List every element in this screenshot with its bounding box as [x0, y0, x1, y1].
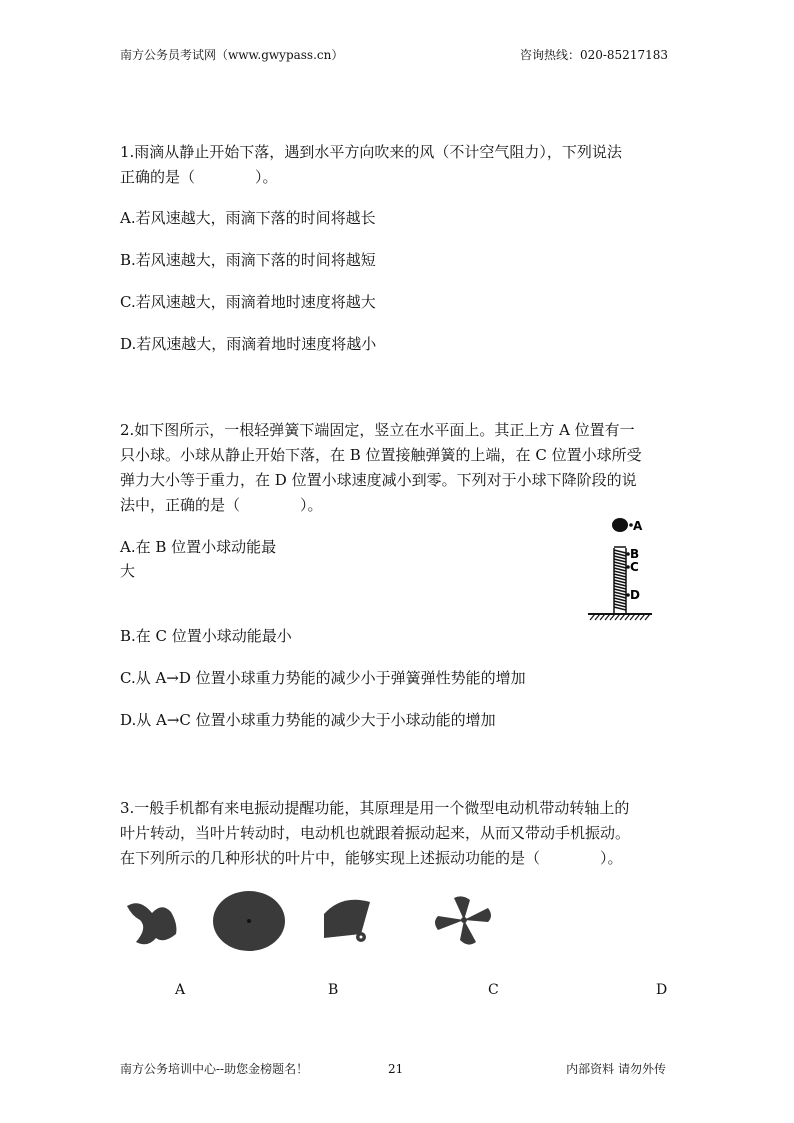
- figure-label-a: A: [633, 519, 643, 533]
- ball-icon: [612, 518, 628, 532]
- q2-stem-line-4: 法中，正确的是（ ）。: [120, 496, 323, 514]
- spring-ball-figure: [584, 512, 656, 624]
- blade-a-icon: [127, 903, 176, 944]
- page-number: 21: [388, 1062, 404, 1076]
- q1-option-d: D.若风速越大，雨滴着地时速度将越小: [120, 335, 377, 353]
- q1-option-b: B.若风速越大，雨滴下落的时间将越短: [120, 251, 376, 269]
- blade-b-icon: [213, 891, 285, 951]
- figure-label-c: C: [630, 560, 639, 574]
- q2-stem-line-1: 2.如下图所示，一根轻弹簧下端固定，竖立在水平面上。其正上方 A 位置有一: [120, 421, 635, 439]
- footer-slogan: 南方公务培训中心--助您金榜题名！: [120, 1062, 309, 1076]
- q2-option-c: C.从 A→D 位置小球重力势能的减少小于弹簧弹性势能的增加: [120, 669, 526, 687]
- figure-label-b: B: [630, 547, 640, 561]
- q2-option-a-line-1: A.在 B 位置小球动能最: [120, 538, 277, 556]
- header-site-name: 南方公务员考试网（www.gwypass.cn）: [120, 48, 344, 62]
- header-hotline: 咨询热线：020-85217183: [519, 48, 668, 62]
- q1-option-c: C.若风速越大，雨滴着地时速度将越大: [120, 293, 376, 311]
- q3-stem-line-2: 叶片转动，当叶片转动时，电动机也就跟着振动起来，从而又带动手机振动。: [120, 824, 631, 842]
- figure-label-d: D: [630, 588, 640, 602]
- blade-label-a: A: [175, 982, 186, 998]
- q1-stem-line-2: 正确的是（ ）。: [120, 168, 278, 186]
- blade-c-icon: [324, 900, 370, 942]
- q2-option-a-line-2: 大: [120, 562, 136, 580]
- q1-option-a: A.若风速越大，雨滴下落的时间将越长: [120, 209, 376, 227]
- blade-label-c: C: [488, 982, 499, 998]
- footer-notice: 内部资料 请勿外传: [566, 1062, 666, 1076]
- q3-stem-line-3: 在下列所示的几种形状的叶片中，能够实现上述振动功能的是（ ）。: [120, 849, 623, 867]
- spring-icon: [614, 547, 626, 613]
- q2-stem-line-3: 弹力大小等于重力，在 D 位置小球速度减小到零。下列对于小球下降阶段的说: [120, 471, 637, 489]
- q2-stem-line-2: 只小球。小球从静止开始下落，在 B 位置接触弹簧的上端，在 C 位置小球所受: [120, 446, 642, 464]
- blade-d-icon: [435, 896, 491, 944]
- blade-label-b: B: [328, 982, 339, 998]
- q2-option-b: B.在 C 位置小球动能最小: [120, 627, 292, 645]
- ground-icon: [588, 614, 652, 620]
- q3-stem-line-1: 3.一般手机都有来电振动提醒功能，其原理是用一个微型电动机带动转轴上的: [120, 799, 630, 817]
- q2-option-d: D.从 A→C 位置小球重力势能的减少大于小球动能的增加: [120, 711, 496, 729]
- blade-shapes-figure: [118, 888, 504, 960]
- blade-label-d: D: [656, 982, 668, 998]
- q1-stem-line-1: 1.雨滴从静止开始下落，遇到水平方向吹来的风（不计空气阻力），下列说法: [120, 143, 622, 161]
